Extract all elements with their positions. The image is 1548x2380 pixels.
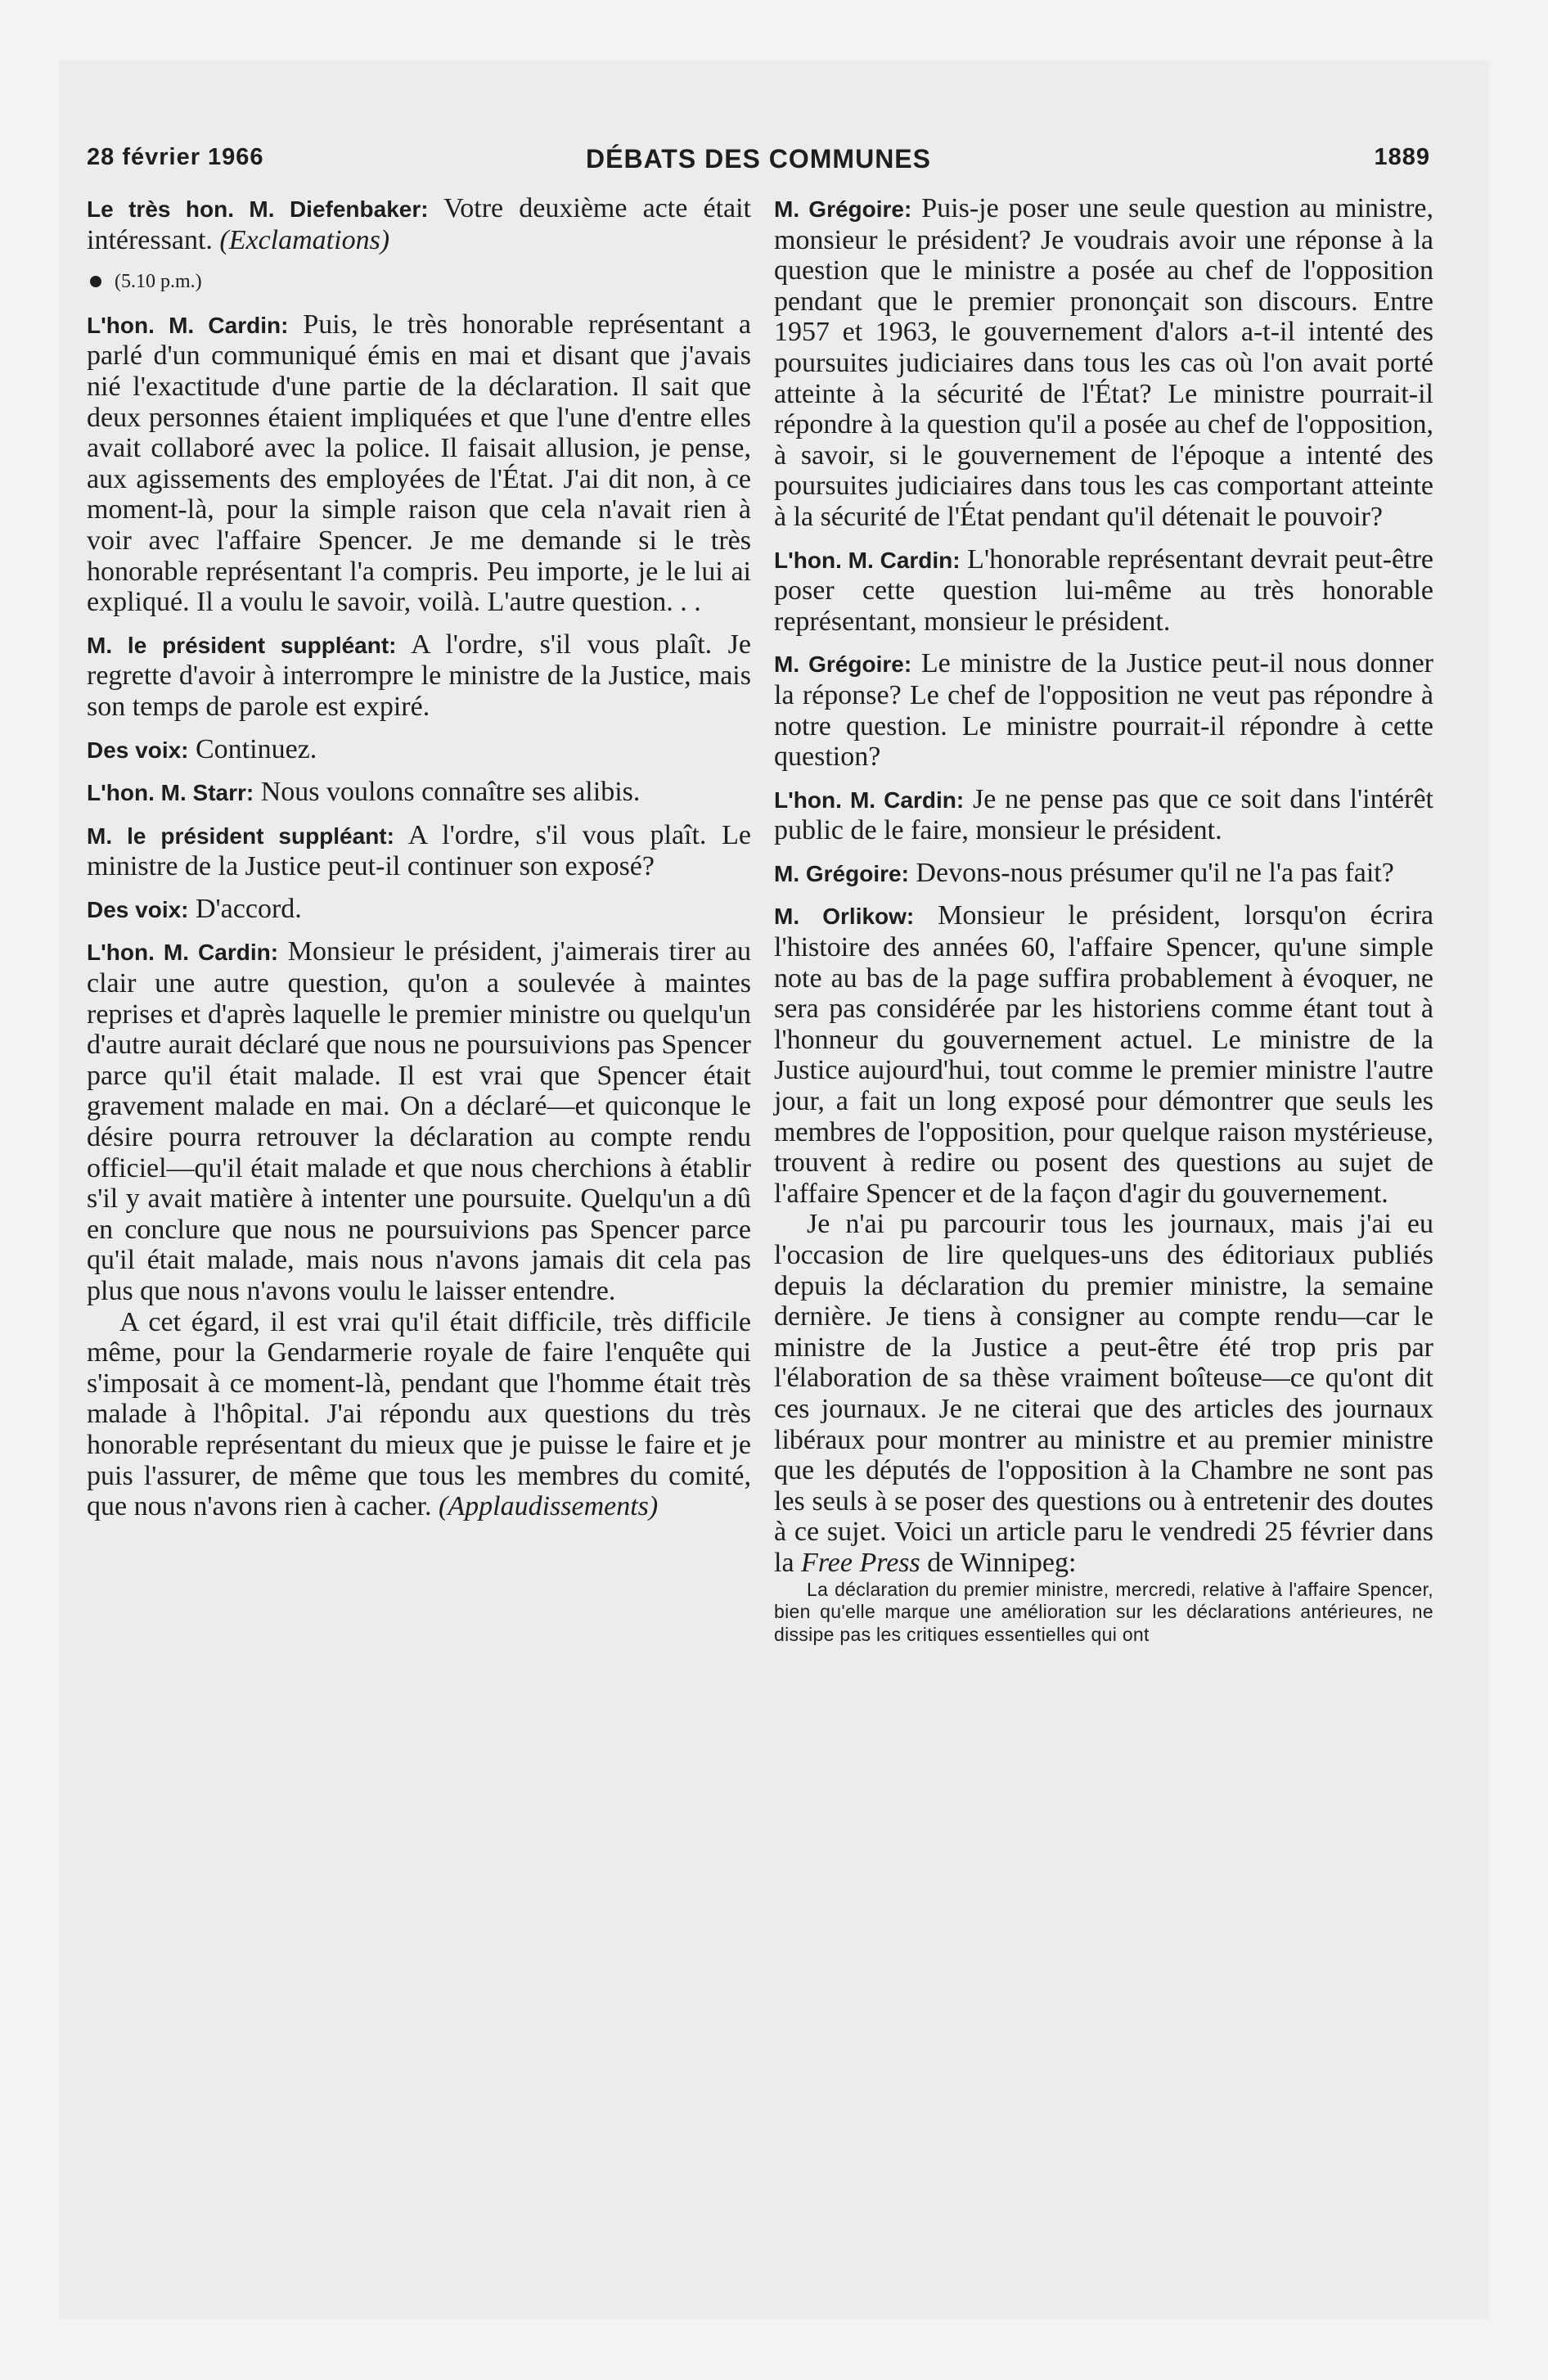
speaker-name: L'hon. M. Cardin:	[87, 940, 279, 966]
paragraph	[774, 900, 1433, 1209]
speech-text: Continuez.	[188, 733, 317, 764]
speaker-name: L'hon. M. Cardin:	[87, 312, 289, 338]
speech-text: Je n'ai pu parcourir tous les journaux, mais j'ai eu l'occasion de lire quelques-uns des éditoriaux publiés depuis la déclaration du premier ministre, la semaine dernière. Je tiens à consigner au compte rendu—car le ministre de la Justice a peut-être été trop pris par l'élaboration de sa thèse vraiment boîteuse—ce qu'ont dit ces journaux. Je ne citerai que des articles des journaux libéraux pour montrer au ministre et au premier ministre que les députés de l'opposition à la Chambre ne sont pas les seuls à se poser des questions ou à entretenir des doutes à ce sujet. Voici un article paru le vendredi 25 février dans la	[774, 1209, 1433, 1578]
paragraph	[774, 648, 1433, 772]
paragraph	[87, 936, 751, 1306]
quoted-editorial: La déclaration du premier ministre, mercredi, relative à l'affaire Spencer, bien qu'elle marque une amélioration sur les déclarations antérieures, ne dissipe pas les critiques essentielles qui ont	[774, 1578, 1433, 1645]
speech-text: Monsieur le président, j'aimerais tirer au clair une autre question, qu'on a soulevée à maintes reprises et d'après laquelle le premier ministre ou quelqu'un d'autre aurait déclaré que nous ne poursuivions pas Spencer parce qu'il était malade. Il est vrai que Spencer était gravement malade en mai. On a déclaré—et quiconque le désire pourra retrouver la déclaration au compte rendu officiel—qu'il était malade et que nous cherchions à établir s'il y avait matière à intenter une poursuite. Quelqu'un a dû en conclure que nous ne poursuivions pas Spencer parce qu'il était malade, mais nous n'avons jamais dit cela pas plus que nous n'avons voulu le laisser entendre.	[87, 936, 751, 1306]
paragraph	[87, 629, 751, 723]
paragraph	[87, 309, 751, 618]
header-title: DÉBATS DES COMMUNES	[586, 144, 931, 174]
speech-text: Puis, le très honorable représentant a parlé d'un communiqué émis en mai et disant que j'avais nié l'exactitude d'une partie de la déclaration. Il sait que deux personnes étaient impliquées et que l'une d'entre elles avait collaboré avec la police. Il faisait allusion, je pense, aux agissements des employées de l'État. J'ai dit non, à ce moment-là, pour la simple raison que cela n'avait rien à voir avec l'affaire Spencer. Je me demande si le très honorable représentant l'a compris. Peu importe, je le lui ai expliqué. Il a voulu le savoir, voilà. L'autre question. . .	[87, 309, 752, 618]
speech-text: Monsieur le président, lorsqu'on écrira l'histoire des années 60, l'affaire Spencer, qu'une simple note au bas de la page suffira probablement à évoquer, ne sera pas considérée par les historiens comme étant tout à l'honneur du gouvernement actuel. Le ministre de la Justice aujourd'hui, tout comme le premier ministre l'autre jour, a fait un long exposé pour démontrer que seuls les membres de l'opposition, pour quelque raison mystérieuse, trouvent à redire ou posent des questions au sujet de l'affaire Spencer et de la façon d'agir du gouvernement.	[774, 900, 1433, 1209]
paragraph	[774, 544, 1433, 638]
speaker-name: L'hon. M. Cardin:	[774, 787, 965, 813]
timestamp: (5.10 p.m.)	[87, 267, 751, 298]
speaker-name: M. Grégoire:	[774, 651, 912, 678]
speaker-name: M. le président suppléant:	[87, 632, 397, 658]
speaker-name: Le très hon. M. Diefenbaker:	[87, 196, 429, 222]
paragraph	[774, 193, 1433, 533]
paragraph	[774, 1209, 1433, 1578]
speaker-name: M. le président suppléant:	[87, 823, 394, 849]
speech-text: A l'ordre, s'il vous plaît. Je regrette d'avoir à interrompre le ministre de la Justice, mais son temps de parole est expiré.	[87, 629, 751, 722]
speech-text: de Winnipeg:	[920, 1547, 1077, 1578]
paragraph	[87, 894, 751, 926]
paragraph	[774, 858, 1433, 890]
bullet-icon	[90, 276, 101, 287]
paragraph	[87, 193, 751, 255]
speech-text: A l'ordre, s'il vous plaît. Le ministre de la Justice peut-il continuer son exposé?	[87, 819, 751, 882]
newspaper-name: Free Press	[801, 1547, 920, 1578]
header-date: 28 février 1966	[87, 144, 264, 170]
speech-text: A cet égard, il est vrai qu'il était difficile, très difficile même, pour la Gendarmerie royale de faire l'enquête qui s'imposait à ce moment-là, pendant que l'homme était très malade à l'hôpital. J'ai répondu aux questions du très honorable représentant du mieux que je puisse le faire et je puis l'assurer, de même que tous les membres du comité, que nous n'avons rien à cacher.	[87, 1306, 751, 1522]
paragraph	[87, 777, 751, 809]
paragraph	[87, 1307, 751, 1522]
stage-note: (Exclamations)	[219, 224, 390, 255]
speech-text: Puis-je poser une seule question au ministre, monsieur le président? Je voudrais avoir une réponse à la question que le ministre a posée au chef de l'opposition pendant que le premier prononçait son discours. Entre 1957 et 1963, le gouvernement d'alors a-t-il intenté des poursuites judiciaires dans tous les cas où l'on avait porté atteinte à la sécurité de l'État? Le ministre pourrait-il répondre à la question qu'il a posée au chef de l'opposition, à savoir, si le gouvernement de l'époque a intenté des poursuites judiciaires dans tous les cas comportant atteinte à la sécurité de l'État pendant qu'il détenait le pouvoir?	[774, 193, 1433, 532]
header-page-number: 1889	[1374, 144, 1430, 170]
speaker-name: Des voix:	[87, 737, 189, 763]
paragraph	[87, 734, 751, 766]
speech-text: Devons-nous présumer qu'il ne l'a pas fait?	[908, 857, 1394, 888]
speech-text: D'accord.	[188, 893, 302, 924]
speaker-name: L'hon. M. Starr:	[87, 780, 254, 806]
speech-text: Je ne pense pas que ce soit dans l'intérêt public de le faire, monsieur le président.	[774, 783, 1433, 846]
left-column	[87, 193, 751, 1534]
speech-text: Nous voulons connaître ses alibis.	[254, 777, 641, 808]
paragraph	[774, 784, 1433, 846]
speech-text: L'honorable représentant devrait peut-être poser cette question lui-même au très honorable représentant, monsieur le président.	[774, 543, 1434, 637]
speaker-name: Des voix:	[87, 896, 189, 922]
speech-text: Votre deuxième acte était intéressant.	[87, 193, 751, 255]
page-header	[87, 137, 1430, 178]
paragraph	[87, 820, 751, 882]
speaker-name: M. Orlikow:	[774, 904, 915, 930]
speech-text: Le ministre de la Justice peut-il nous donner la réponse? Le chef de l'opposition ne veut pas répondre à notre question. Le ministre pourrait-il répondre à cette question?	[774, 648, 1433, 773]
speaker-name: M. Grégoire:	[774, 860, 909, 886]
stage-note: (Applaudissements)	[439, 1491, 659, 1522]
speaker-name: L'hon. M. Cardin:	[774, 547, 961, 573]
speaker-name: M. Grégoire:	[774, 196, 912, 222]
right-column	[774, 193, 1433, 1657]
